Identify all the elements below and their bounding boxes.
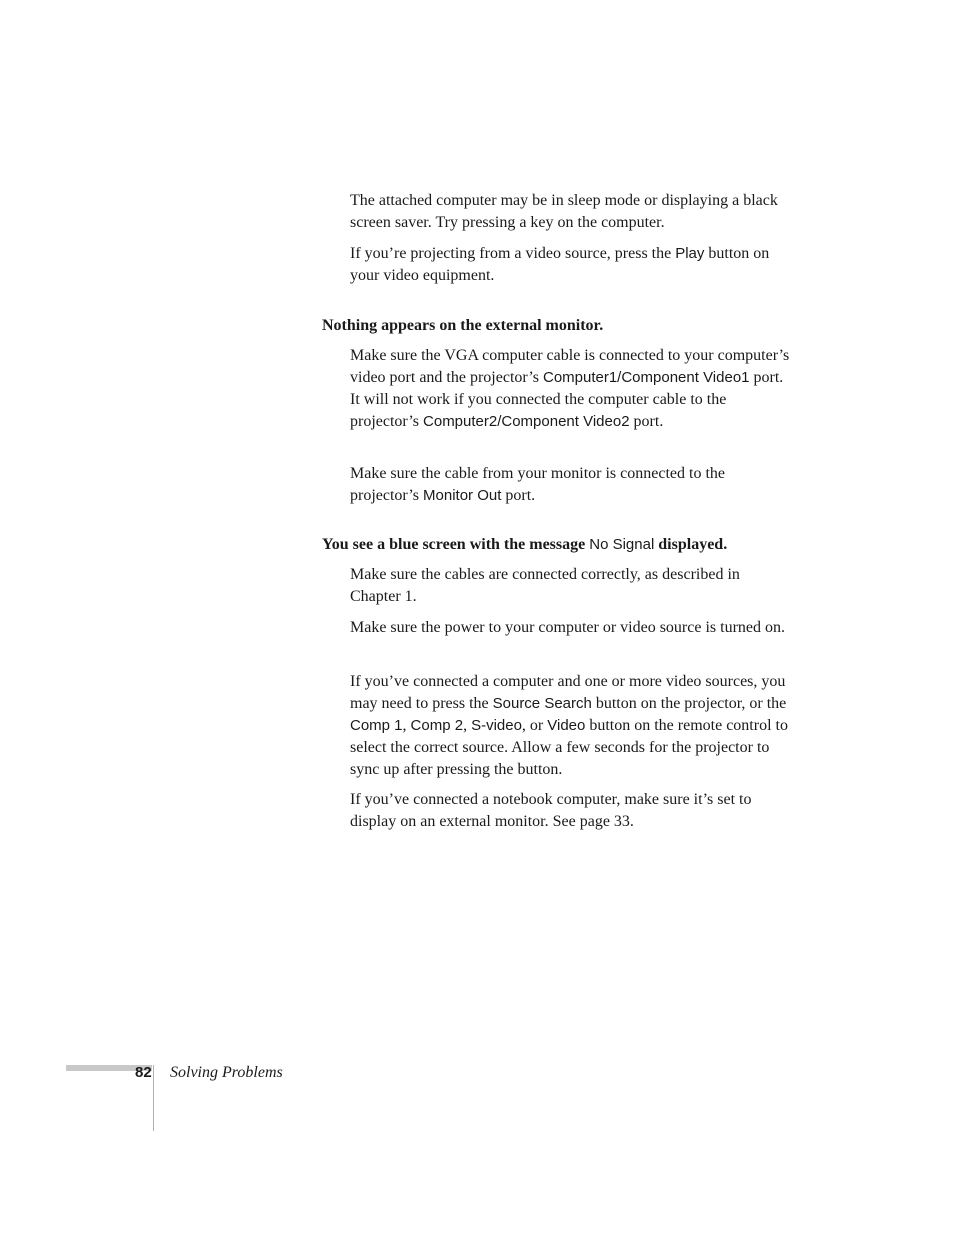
heading-blue-screen: [322, 534, 822, 556]
paragraph-source-search: [350, 671, 790, 781]
port-name-computer1: Computer1/Component Video1: [542, 369, 750, 386]
button-name-comp2: Comp 2: [410, 717, 464, 734]
text-run: Make sure the cable from your monitor is connected to the projector’s: [350, 465, 725, 504]
button-name-video: Video: [547, 717, 586, 734]
paragraph-vga-cable: [350, 345, 790, 433]
text-run: port.: [501, 487, 536, 504]
footer-divider: [153, 1065, 154, 1131]
paragraph-video-source: [350, 243, 790, 287]
button-name-source-search: Source Search: [492, 695, 592, 712]
port-name-computer2: Computer2/Component Video2: [423, 413, 630, 430]
text-run: You see a blue screen with the message: [322, 536, 590, 553]
chapter-title: Solving Problems: [170, 1064, 283, 1081]
text-run: button on the projector, or the: [591, 695, 787, 712]
text-run: If you’ve connected a computer and one or more video sources, you may need to press the: [350, 673, 786, 712]
paragraph-notebook: If you’ve connected a notebook computer, make sure it’s set to display on an external monitor. See page 33.: [350, 791, 752, 830]
text-run: If you’re projecting from a video source, press the: [350, 245, 676, 262]
button-name-play: Play: [675, 245, 705, 262]
text-run: ,: [463, 717, 472, 734]
text-run: ,: [402, 717, 411, 734]
button-name-comp1: Comp 1: [350, 717, 403, 734]
text-run: button on your video equipment.: [350, 245, 770, 284]
paragraph-monitor-cable: [350, 463, 790, 507]
paragraph-cables-connected: Make sure the cables are connected correctly, as described in Chapter 1.: [350, 566, 740, 605]
text-run: Make sure the VGA computer cable is connected to your computer’s video port and the projector’s: [350, 347, 790, 386]
page-number: 82: [135, 1064, 152, 1081]
button-name-s-video: S-video: [471, 717, 522, 734]
text-run: displayed.: [654, 536, 728, 553]
text-run: , or: [521, 717, 548, 734]
text-run: port. It will not work if you connected the computer cable to the projector’s: [350, 369, 784, 430]
text-run: button on the remote control to select the correct source. Allow a few seconds for the projector to sync up after pressing the button.: [350, 717, 788, 778]
text-run: port.: [629, 413, 664, 430]
paragraph-power-on: Make sure the power to your computer or video source is turned on.: [350, 619, 785, 636]
paragraph-sleep-mode: The attached computer may be in sleep mode or displaying a black screen saver. Try pressing a key on the computer.: [350, 192, 778, 231]
message-no-signal: No Signal: [589, 536, 655, 553]
port-name-monitor-out: Monitor Out: [423, 487, 502, 504]
heading-external-monitor: Nothing appears on the external monitor.: [322, 317, 604, 334]
